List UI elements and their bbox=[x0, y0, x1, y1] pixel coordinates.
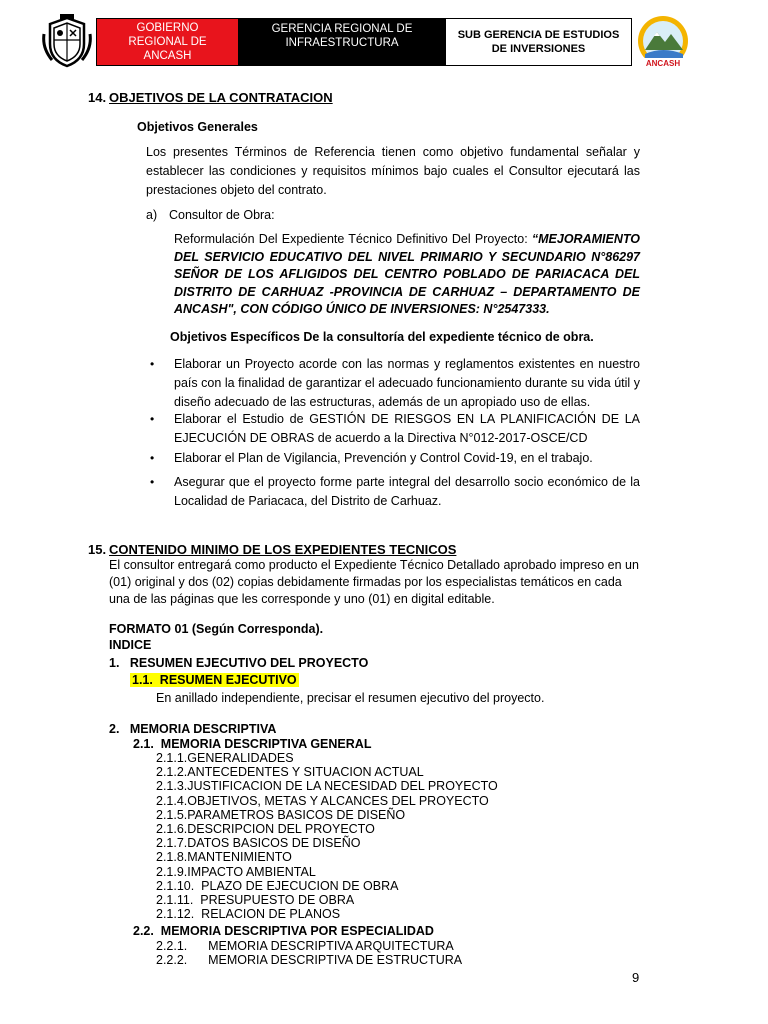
bullet-2-dot: • bbox=[150, 412, 155, 426]
toc-subitem: 2.1.1.GENERALIDADES bbox=[156, 751, 294, 765]
index-title: INDICE bbox=[109, 638, 152, 652]
header-org-investment-studies bbox=[445, 18, 632, 66]
header-org-infrastructure bbox=[239, 18, 445, 66]
header-org2-text: GERENCIA REGIONAL DE INFRAESTRUCTURA bbox=[271, 23, 413, 49]
item-a-marker: a) bbox=[146, 208, 158, 222]
toc-subitem: 2.1.4.OBJETIVOS, METAS Y ALCANCES DEL PROYECTO bbox=[156, 793, 489, 808]
general-objectives-title: Objetivos Generales bbox=[137, 120, 258, 134]
ancash-logo bbox=[637, 14, 689, 72]
header-org-regional-government bbox=[96, 18, 239, 66]
header-org1-text: GOBIERNO REGIONAL DE ANCASH bbox=[128, 22, 207, 62]
project-name: “MEJORAMIENTO DEL SERVICIO EDUCATIVO DEL NIVEL PRIMARIO Y SECUNDARIO N°86297 SEÑOR DE LOS AFLIGIDOS DEL CENTRO POBLADO DE PARIACACA DEL DISTRITO DE CARHUAZ -PROVINCIA DE CARHUAZ – DEPARTAMENTO DE ANCASH", CON CÓDIGO ÚNICO DE INVERSIONES: N°2547333. bbox=[174, 232, 640, 316]
item-a-text: Consultor de Obra: bbox=[169, 208, 275, 222]
toc-subitem: 2.1.12. RELACION DE PLANOS bbox=[156, 907, 341, 922]
toc-item-1-1-description: En anillado independiente, precisar el resumen ejecutivo del proyecto. bbox=[156, 691, 545, 705]
toc-subitem: 2.1.10. PLAZO DE EJECUCION DE OBRA bbox=[156, 878, 399, 893]
section-14-title: OBJETIVOS DE LA CONTRATACION bbox=[109, 90, 333, 105]
bullet-1-text: Elaborar un Proyecto acorde con las normas y reglamentos existentes en nuestro país con la finalidad de garantizar el adecuado funcionamiento durante su vida útil y diseño adecuado de las estructuras, además de un apropiado uso de ellas. bbox=[174, 357, 640, 409]
section-15-number: 15. bbox=[88, 542, 107, 557]
toc-item-2-1: 2.1. MEMORIA DESCRIPTIVA GENERAL bbox=[133, 737, 372, 751]
toc-subitem: 2.1.5.PARAMETROS BASICOS DE DISEÑO bbox=[156, 807, 406, 822]
format-title: FORMATO 01 (Según Corresponda). bbox=[109, 622, 324, 636]
toc-subitem: 2.1.6.DESCRIPCION DEL PROYECTO bbox=[156, 822, 375, 837]
toc-subitem: 2.2.1. MEMORIA DESCRIPTIVA ARQUITECTURA bbox=[156, 939, 454, 953]
specific-objectives-title: Objetivos Específicos De la consultoría del expediente técnico de obra. bbox=[170, 330, 594, 344]
toc-subitem: 2.2.2. MEMORIA DESCRIPTIVA DE ESTRUCTURA bbox=[156, 953, 463, 968]
section-15-text: El consultor entregará como producto el Expediente Técnico Detallado aprobado impreso en un (01) original y dos (02) copias debidamente firmadas por los especialistas temáticos en cada una de las páginas que les corresponde y uno (01) en digital editable. bbox=[109, 558, 639, 606]
toc-subitem: 2.1.3.JUSTIFICACION DE LA NECESIDAD DEL PROYECTO bbox=[156, 779, 498, 794]
general-objectives-text: Los presentes Términos de Referencia tienen como objetivo fundamental señalar y establecer las condiciones y requisitos mínimos bajo cuales el Consultor ejecutará las prestaciones objeto del contrato. bbox=[146, 145, 640, 197]
toc-subitems-2-2 bbox=[156, 939, 462, 967]
bullet-3-dot: • bbox=[150, 451, 155, 465]
page-number: 9 bbox=[632, 970, 640, 985]
section-14-number: 14. bbox=[88, 90, 107, 105]
toc-subitem: 2.1.9.IMPACTO AMBIENTAL bbox=[156, 864, 316, 879]
bullet-1-dot: • bbox=[150, 357, 155, 371]
toc-subitem: 2.1.8.MANTENIMIENTO bbox=[156, 850, 292, 865]
bullet-2-text: Elaborar el Estudio de GESTIÓN DE RIESGOS EN LA PLANIFICACIÓN DE LA EJECUCIÓN DE OBRAS de acuerdo a la Directiva N°012-2017-OSCE/CD bbox=[174, 412, 640, 445]
toc-item-1: 1. RESUMEN EJECUTIVO DEL PROYECTO bbox=[109, 656, 369, 670]
toc-item-2-2: 2.2. MEMORIA DESCRIPTIVA POR ESPECIALIDAD bbox=[133, 924, 434, 938]
toc-subitem: 2.1.11. PRESUPUESTO DE OBRA bbox=[156, 893, 355, 908]
ancash-logo-text: ANCASH bbox=[645, 59, 681, 68]
toc-subitems-2-1 bbox=[156, 751, 498, 921]
section-15-title: CONTENIDO MINIMO DE LOS EXPEDIENTES TECNICOS bbox=[109, 542, 457, 557]
toc-item-1-1 bbox=[130, 672, 299, 689]
coat-of-arms-logo bbox=[42, 14, 92, 70]
toc-item-1-1-highlight: 1.1. RESUMEN EJECUTIVO bbox=[132, 673, 297, 687]
toc-subitem: 2.1.2.ANTECEDENTES Y SITUACION ACTUAL bbox=[156, 765, 424, 780]
bullet-4-text: Asegurar que el proyecto forme parte integral del desarrollo socio económico de la Localidad de Pariacaca, del Distrito de Carhuaz. bbox=[174, 475, 640, 508]
toc-item-2: 2. MEMORIA DESCRIPTIVA bbox=[109, 722, 277, 736]
toc-subitem: 2.1.7.DATOS BASICOS DE DISEÑO bbox=[156, 836, 361, 851]
project-reformulation-paragraph bbox=[174, 231, 640, 319]
header-org3-text: SUB GERENCIA DE ESTUDIOS DE INVERSIONES bbox=[457, 29, 620, 55]
bullet-3-text: Elaborar el Plan de Vigilancia, Prevención y Control Covid-19, en el trabajo. bbox=[174, 451, 593, 465]
project-reformulation-lead: Reformulación Del Expediente Técnico Definitivo Del Proyecto: bbox=[174, 232, 532, 246]
bullet-4-dot: • bbox=[150, 475, 155, 489]
